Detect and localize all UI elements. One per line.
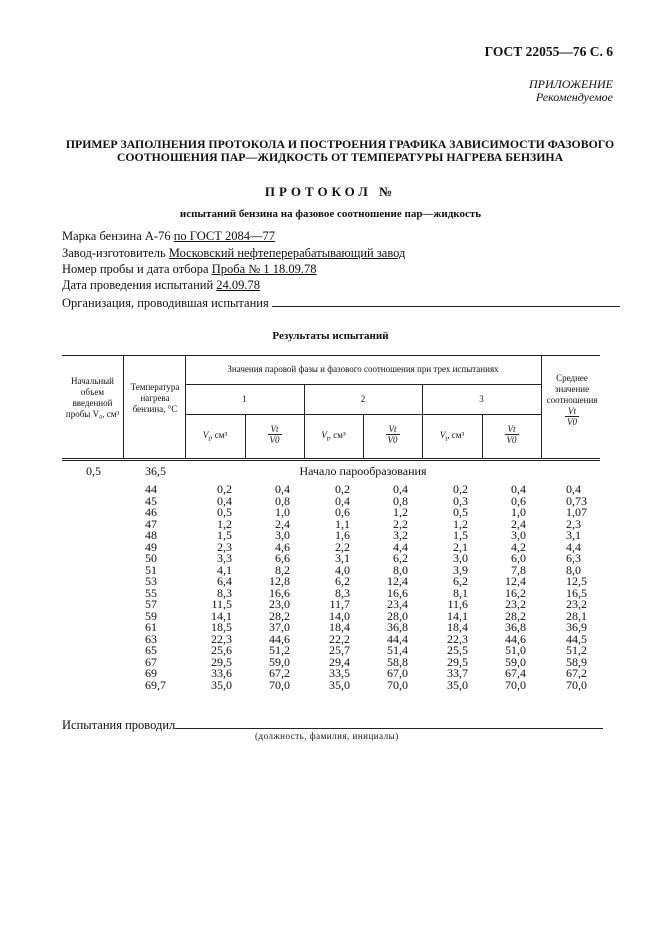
- temperature-cell: 61: [145, 620, 157, 634]
- field-gasoline-grade: [62, 229, 275, 244]
- table-cell: 22,2: [329, 631, 350, 646]
- average-cell: 44,5: [566, 631, 587, 646]
- signature-caption: (должность, фамилия, инициалы): [255, 731, 399, 741]
- field-sample-number: [62, 262, 316, 277]
- table-cell: 67,0: [387, 666, 408, 680]
- subheader-vt-2: [304, 430, 363, 445]
- document-header: ГОСТ 22055—76 С. 6: [484, 44, 613, 59]
- table-cell: 22,3: [211, 631, 232, 646]
- table-cell: 3,0: [275, 528, 290, 542]
- vt-subscript: t: [445, 434, 448, 443]
- header-temperature: Температура нагрева бензина, °С: [130, 382, 180, 414]
- header-test-2: 2: [360, 394, 366, 404]
- table-cell: 3,1: [335, 551, 350, 565]
- table-cell: 8,0: [393, 562, 408, 577]
- average-cell: 16,5: [566, 585, 587, 600]
- fraction-numerator: Vt: [565, 406, 579, 417]
- average-fraction: [565, 406, 579, 427]
- temperature-cell: 44: [145, 482, 157, 496]
- table-cell: 18,4: [447, 620, 468, 634]
- temperature-cell: 69,7: [145, 677, 166, 692]
- table-cell: 1,2: [453, 516, 468, 531]
- table-cell: 16,6: [387, 585, 408, 600]
- table-cell: 36,8: [387, 620, 408, 634]
- table-cell: 67,2: [269, 666, 290, 680]
- table-cell: 3,9: [453, 562, 468, 577]
- table-cell: 7,8: [511, 562, 526, 577]
- table-cell: 58,8: [387, 654, 408, 669]
- table-cell: 11,7: [329, 597, 350, 611]
- average-cell: 58,9: [566, 654, 587, 669]
- table-cell: 6,4: [217, 574, 232, 588]
- table-cell: 29,5: [447, 654, 468, 669]
- table-cell: 6,2: [335, 574, 350, 588]
- subheader-ratio-1: [245, 424, 304, 445]
- average-cell: 1,07: [566, 505, 587, 519]
- table-cell: 0,2: [335, 482, 350, 496]
- table-cell: 4,6: [275, 539, 290, 554]
- table-cell: 4,0: [335, 562, 350, 577]
- table-cell: 8,1: [453, 585, 468, 600]
- table-cell: 18,4: [329, 620, 350, 634]
- average-cell: 6,3: [566, 551, 581, 565]
- table-cell: 0,4: [335, 493, 350, 508]
- average-cell: 70,0: [566, 677, 587, 692]
- table-cell: 51,2: [269, 643, 290, 657]
- average-cell: 0,4: [566, 482, 581, 496]
- table-cell: 0,2: [217, 482, 232, 496]
- table-cell: 11,5: [211, 597, 232, 611]
- average-cell: 8,0: [566, 562, 581, 577]
- table-group-divider: [185, 384, 541, 385]
- table-cell: 0,2: [453, 482, 468, 496]
- temperature-cell: 53: [145, 574, 157, 588]
- table-cell: 6,2: [393, 551, 408, 565]
- temperature-cell: 49: [145, 539, 157, 554]
- field-value: Проба № 1 18.09.78: [211, 262, 317, 276]
- temperature-cell: 59: [145, 608, 157, 623]
- fraction-numerator: Vt: [268, 424, 282, 435]
- table-cell: 44,4: [387, 631, 408, 646]
- table-cell: 23,2: [505, 597, 526, 611]
- table-cell: 1,2: [217, 516, 232, 531]
- table-cell: 28,2: [269, 608, 290, 623]
- vt-subscript: t: [326, 434, 329, 443]
- subheader-ratio-3: [482, 424, 541, 445]
- header-test-3: 3: [479, 394, 484, 404]
- table-cell: 0,6: [511, 493, 526, 508]
- fraction-numerator: Vt: [386, 424, 400, 435]
- table-cell: 0,4: [511, 482, 526, 496]
- table-cell: 3,2: [393, 528, 408, 542]
- results-title: Результаты испытаний: [272, 330, 389, 342]
- header-phase-values: Значения паровой фазы и фазового соотношения при трех испытаниях: [227, 364, 499, 374]
- field-label: Номер пробы и дата отбора: [62, 262, 209, 276]
- temperature-cell: 51: [145, 562, 157, 577]
- table-cell: 37,0: [269, 620, 290, 634]
- table-cell: 2,4: [511, 516, 526, 531]
- table-cell: 16,2: [505, 585, 526, 600]
- field-blank-line: [272, 294, 620, 307]
- fraction-denominator: V0: [269, 435, 280, 445]
- table-cell: 70,0: [387, 677, 408, 692]
- table-cell: 0,5: [453, 505, 468, 519]
- subheader-vt-3: [422, 430, 482, 445]
- table-cell: 2,2: [335, 539, 350, 554]
- header-average-text: Среднее значение соотношения: [546, 373, 598, 405]
- table-cell: 22,3: [447, 631, 468, 646]
- table-cell: 28,2: [505, 608, 526, 623]
- table-cell: 25,6: [211, 643, 232, 657]
- header-initial-volume: Начальный объем введенной пробы V₀, см³: [65, 376, 120, 419]
- average-cell: 4,4: [566, 539, 581, 554]
- subheader-vt-1: [185, 430, 245, 445]
- average-cell: 67,2: [566, 666, 587, 680]
- table-cell: 14,0: [329, 608, 350, 623]
- temperature-cell: 63: [145, 631, 157, 646]
- temperature-cell: 45: [145, 493, 157, 508]
- table-cell: 0,3: [453, 493, 468, 508]
- field-label: Дата проведения испытаний: [62, 278, 214, 292]
- average-cell: 51,2: [566, 643, 587, 657]
- table-cell: 23,0: [269, 597, 290, 611]
- table-cell: 1,5: [217, 528, 232, 542]
- appendix-title: ПРИЛОЖЕНИЕ: [529, 77, 613, 91]
- field-value: по ГОСТ 2084—77: [173, 229, 275, 243]
- table-cell: 1,5: [453, 528, 468, 542]
- table-cell: 12,8: [269, 574, 290, 588]
- table-cell: 36,8: [505, 620, 526, 634]
- vaporization-start-note: Начало парообразования: [299, 464, 427, 478]
- average-cell: 12,5: [566, 574, 587, 588]
- field-test-date: [62, 278, 260, 293]
- table-cell: 2,2: [393, 516, 408, 531]
- table-cell: 1,1: [335, 516, 350, 531]
- vt-unit: , см³: [328, 430, 346, 440]
- table-cell: 12,4: [505, 574, 526, 588]
- field-manufacturer: [62, 246, 405, 261]
- table-cell: 51,0: [505, 643, 526, 657]
- table-cell: 8,3: [217, 585, 232, 600]
- table-cell: 44,6: [269, 631, 290, 646]
- appendix-note: Рекомендуемое: [535, 90, 613, 104]
- table-cell: 4,1: [217, 562, 232, 577]
- temperature-cell: 50: [145, 551, 157, 565]
- table-top-border: [62, 355, 600, 356]
- table-cell: 33,7: [447, 666, 468, 680]
- signature-blank: [175, 716, 603, 729]
- protocol-subtitle: испытаний бензина на фазовое соотношение пар—жидкость: [179, 208, 482, 220]
- table-cell: 25,7: [329, 643, 350, 657]
- table-cell: 29,4: [329, 654, 350, 669]
- table-cell: 35,0: [329, 677, 350, 692]
- table-cell: 1,0: [275, 505, 290, 519]
- table-cell: 2,3: [217, 539, 232, 554]
- vt-unit: , см³: [210, 430, 228, 440]
- temperature-cell: 65: [145, 643, 157, 657]
- table-cell: 4,2: [511, 539, 526, 554]
- header-average: [541, 373, 603, 427]
- table-cell: 0,8: [275, 493, 290, 508]
- fraction-denominator: V0: [567, 417, 577, 427]
- table-cell: 12,4: [387, 574, 408, 588]
- table-cell: 70,0: [269, 677, 290, 692]
- appendix-label: [529, 78, 613, 104]
- field-label: Организация, проводившая испытания: [62, 296, 269, 310]
- table-cell: 0,8: [393, 493, 408, 508]
- temperature-cell: 55: [145, 585, 157, 600]
- title-line-1: ПРИМЕР ЗАПОЛНЕНИЯ ПРОТОКОЛА И ПОСТРОЕНИЯ ГРАФИКА ЗАВИСИМОСТИ ФАЗОВОГО: [65, 137, 615, 151]
- table-cell: 25,5: [447, 643, 468, 657]
- table-cell: 3,0: [511, 528, 526, 542]
- table-cell: 59,0: [269, 654, 290, 669]
- average-cell: 36,9: [566, 620, 587, 634]
- table-cell: 2,4: [275, 516, 290, 531]
- table-cell: 0,6: [335, 505, 350, 519]
- table-cell: 23,4: [387, 597, 408, 611]
- table-cell: 28,0: [387, 608, 408, 623]
- vt-unit: , см³: [447, 430, 465, 440]
- field-label: Завод-изготовитель: [62, 246, 166, 260]
- field-value: Московский нефтеперерабатывающий завод: [168, 246, 406, 260]
- table-cell: 4,4: [393, 539, 408, 554]
- table-cell: 35,0: [447, 677, 468, 692]
- table-cell: 1,6: [335, 528, 350, 542]
- table-cell: 44,6: [505, 631, 526, 646]
- subheader-ratio-2: [363, 424, 422, 445]
- protocol-title: ПРОТОКОЛ №: [264, 184, 397, 199]
- temperature-cell: 46: [145, 505, 157, 519]
- table-cell: 3,3: [217, 551, 232, 565]
- table-cell: 6,0: [511, 551, 526, 565]
- field-label: Марка бензина А-76: [62, 229, 171, 243]
- table-cell: 14,1: [211, 608, 232, 623]
- table-cell: 59,0: [505, 654, 526, 669]
- table-cell: 11,6: [447, 597, 468, 611]
- table-cell: 0,4: [393, 482, 408, 496]
- table-cell: 29,5: [211, 654, 232, 669]
- table-cell: 8,2: [275, 562, 290, 577]
- table-cell: 2,1: [453, 539, 468, 554]
- vt-symbol: V: [321, 430, 327, 440]
- document-title: [60, 138, 620, 164]
- title-line-2: СООТНОШЕНИЯ ПАР—ЖИДКОСТЬ ОТ ТЕМПЕРАТУРЫ НАГРЕВА БЕНЗИНА: [116, 150, 564, 164]
- first-temperature: 36,5: [145, 464, 166, 478]
- table-cell: 0,4: [217, 493, 232, 508]
- table-cell: 6,2: [453, 574, 468, 588]
- table-cell: 33,6: [211, 666, 232, 680]
- header-test-1: 1: [242, 394, 247, 404]
- field-value: 24.09.78: [216, 278, 261, 292]
- temperature-cell: 48: [145, 528, 157, 542]
- fraction-denominator: V0: [387, 435, 398, 445]
- table-cell: 51,4: [387, 643, 408, 657]
- fraction-numerator: Vt: [505, 424, 519, 435]
- average-cell: 0,73: [566, 493, 587, 508]
- average-cell: 28,1: [566, 608, 587, 623]
- average-cell: 23,2: [566, 597, 587, 611]
- average-cell: 3,1: [566, 528, 581, 542]
- fraction-denominator: V0: [506, 435, 517, 445]
- initial-volume-value: 0,5: [86, 464, 101, 478]
- temperature-cell: 57: [145, 597, 157, 611]
- table-cell: 14,1: [447, 608, 468, 623]
- table-cell: 33,5: [329, 666, 350, 680]
- table-cell: 35,0: [211, 677, 232, 692]
- table-cell: 0,5: [217, 505, 232, 519]
- table-header-bottom-double: [62, 460, 600, 461]
- table-cell: 0,4: [275, 482, 290, 496]
- temperature-cell: 67: [145, 654, 157, 669]
- table-cell: 3,0: [453, 551, 468, 565]
- table-cell: 18,5: [211, 620, 232, 634]
- average-cell: 2,3: [566, 516, 581, 531]
- table-cell: 1,2: [393, 505, 408, 519]
- vt-symbol: V: [202, 430, 209, 440]
- temperature-cell: 47: [145, 516, 157, 531]
- signature-label: Испытания проводил: [62, 718, 176, 732]
- col-divider-1: [123, 355, 124, 459]
- temperature-cell: 69: [145, 666, 157, 680]
- table-cell: 67,4: [505, 666, 526, 680]
- table-cell: 70,0: [505, 677, 526, 692]
- vt-symbol: V: [439, 430, 446, 440]
- field-organization: [62, 294, 620, 311]
- table-cell: 1,0: [511, 505, 526, 519]
- table-cell: 16,6: [269, 585, 290, 600]
- table-cell: 6,6: [275, 551, 290, 565]
- vt-subscript: t: [208, 434, 211, 443]
- table-cell: 8,3: [335, 585, 350, 600]
